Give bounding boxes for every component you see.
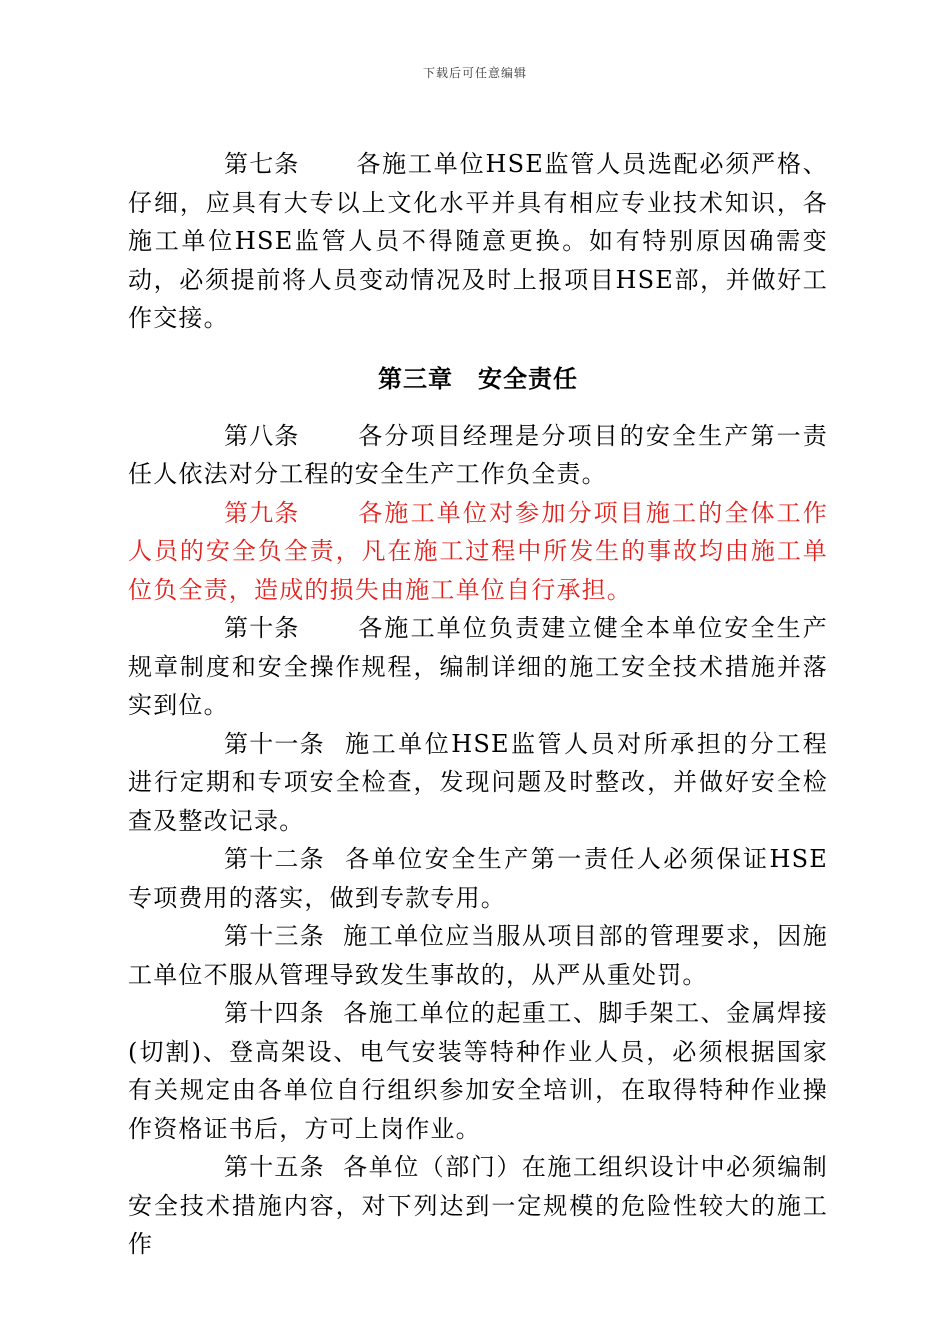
article-number: 第七条 [224, 150, 300, 178]
article-number: 第十一条 [224, 729, 325, 758]
article-number: 第八条 [224, 421, 300, 450]
article-11 [128, 725, 828, 841]
article-gap [325, 1153, 343, 1181]
article-number: 第十四条 [224, 999, 325, 1027]
article-text: 各施工单位的起重工、脚手架工、金属焊接(切割)、登高架设、电气安装等特种作业人员，必须根据国家有关规定由各单位自行组织参加安全培训，在取得特种作业操作资格证书后，方可上岗作业。 [128, 999, 828, 1143]
article-9 [128, 494, 828, 610]
article-gap [325, 845, 345, 873]
article-text: 各施工单位负责建立健全本单位安全生产规章制度和安全操作规程，编制详细的施工安全技术措施并落实到位。 [128, 614, 828, 719]
article-gap [325, 730, 345, 758]
article-number: 第十条 [224, 614, 300, 642]
article-text: 各单位安全生产第一责任人必须保证HSE专项费用的落实，做到专款专用。 [128, 845, 828, 912]
article-number: 第十二条 [224, 845, 325, 873]
article-gap [325, 922, 343, 950]
document-body [128, 145, 828, 1264]
article-text: 施工单位应当服从项目部的管理要求，因施工单位不服从管理导致发生事故的，从严从重处罚。 [128, 922, 828, 989]
article-text: 各施工单位对参加分项目施工的全体工作人员的安全负全责，凡在施工过程中所发生的事故均由施工单位负全责，造成的损失由施工单位自行承担。 [128, 498, 828, 604]
article-10 [128, 609, 828, 725]
article-text: 各单位（部门）在施工组织设计中必须编制安全技术措施内容，对下列达到一定规模的危险性较大的施工作 [128, 1153, 828, 1258]
article-text: 各分项目经理是分项目的安全生产第一责任人依法对分工程的安全生产工作负全责。 [128, 421, 828, 488]
article-7 [128, 145, 828, 338]
article-gap [325, 999, 343, 1027]
article-13 [128, 917, 828, 994]
article-12 [128, 840, 828, 917]
page-header: 下载后可任意编辑 [422, 66, 527, 80]
article-number: 第十三条 [224, 922, 325, 950]
article-gap [300, 422, 359, 450]
article-gap [300, 499, 359, 527]
chapter-title: 第三章 安全责任 [378, 364, 578, 393]
article-number: 第九条 [224, 498, 300, 527]
article-text: 各施工单位HSE监管人员选配必须严格、仔细，应具有大专以上文化水平并具有相应专业技术知识，各施工单位HSE监管人员不得随意更换。如有特别原因确需变动，必须提前将人员变动情况及时上报项目HSE部，并做好工作交接。 [128, 150, 828, 332]
article-number: 第十五条 [224, 1153, 325, 1181]
article-gap [300, 150, 357, 178]
article-text: 施工单位HSE监管人员对所承担的分工程进行定期和专项安全检查，发现问题及时整改，并做好安全检查及整改记录。 [128, 729, 828, 835]
article-14 [128, 994, 828, 1148]
article-gap [300, 614, 359, 642]
article-15 [128, 1148, 828, 1264]
article-8 [128, 417, 828, 494]
